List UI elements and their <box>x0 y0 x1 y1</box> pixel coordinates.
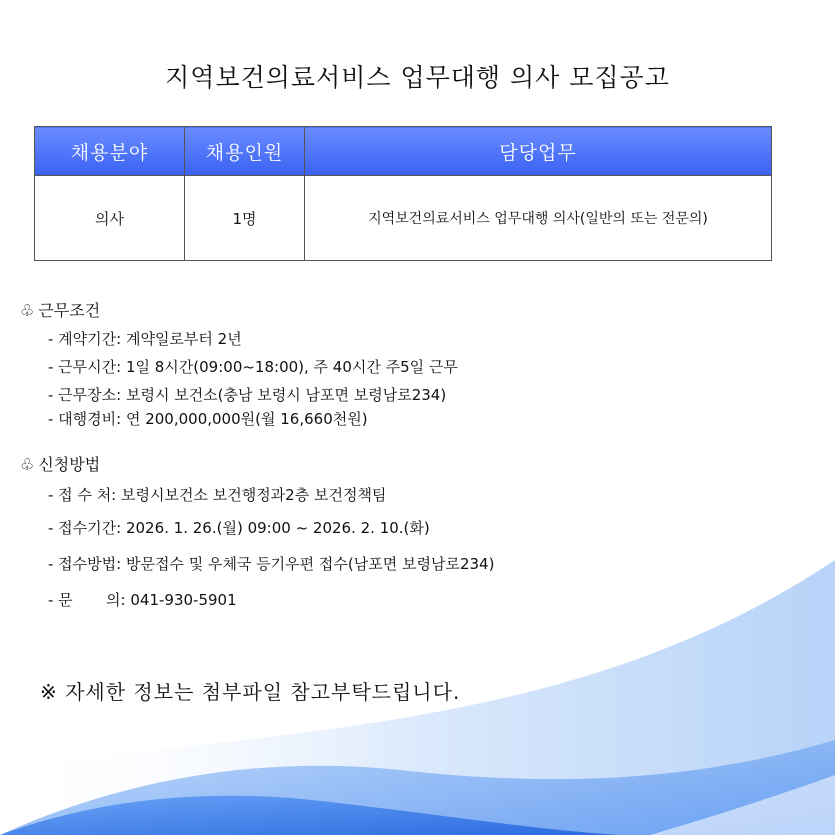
list-item: - 계약기간: 계약일로부터 2년 <box>48 330 242 348</box>
list-item: - 접수방법: 방문접수 및 우체국 등기우편 접수(남포면 보령남로234) <box>48 555 495 573</box>
header-duty: 담당업무 <box>305 127 772 176</box>
list-item: - 접수기간: 2026. 1. 26.(월) 09:00 ~ 2026. 2. 10.(화) <box>48 519 430 537</box>
list-item: - 대행경비: 연 200,000,000원(월 16,660천원) <box>48 410 368 428</box>
clover-icon: ♧ <box>20 455 35 474</box>
section-label: 근무조건 <box>38 301 101 320</box>
recruitment-table <box>34 126 772 261</box>
list-item: - 근무시간: 1일 8시간(09:00~18:00), 주 40시간 주5일 근무 <box>48 358 458 376</box>
section-application-heading <box>20 452 100 475</box>
list-item: - 문 의: 041-930-5901 <box>48 591 237 609</box>
header-headcount: 채용인원 <box>185 127 305 176</box>
cell-field: 의사 <box>35 176 185 261</box>
table-row <box>35 176 772 261</box>
table-header-row <box>35 127 772 176</box>
list-item: - 접 수 처: 보령시보건소 보건행정과2층 보건정책팀 <box>48 486 387 504</box>
list-item: - 근무장소: 보령시 보건소(충남 보령시 남포면 보령남로234) <box>48 386 447 404</box>
cell-duty: 지역보건의료서비스 업무대행 의사(일반의 또는 전문의) <box>305 176 772 261</box>
header-field: 채용분야 <box>35 127 185 176</box>
section-label: 신청방법 <box>38 455 101 474</box>
clover-icon: ♧ <box>20 301 35 320</box>
page-title: 지역보건의료서비스 업무대행 의사 모집공고 <box>165 63 670 92</box>
notice-text: ※ 자세한 정보는 첨부파일 참고부탁드립니다. <box>40 680 461 704</box>
section-conditions-heading <box>20 298 100 321</box>
cell-headcount: 1명 <box>185 176 305 261</box>
